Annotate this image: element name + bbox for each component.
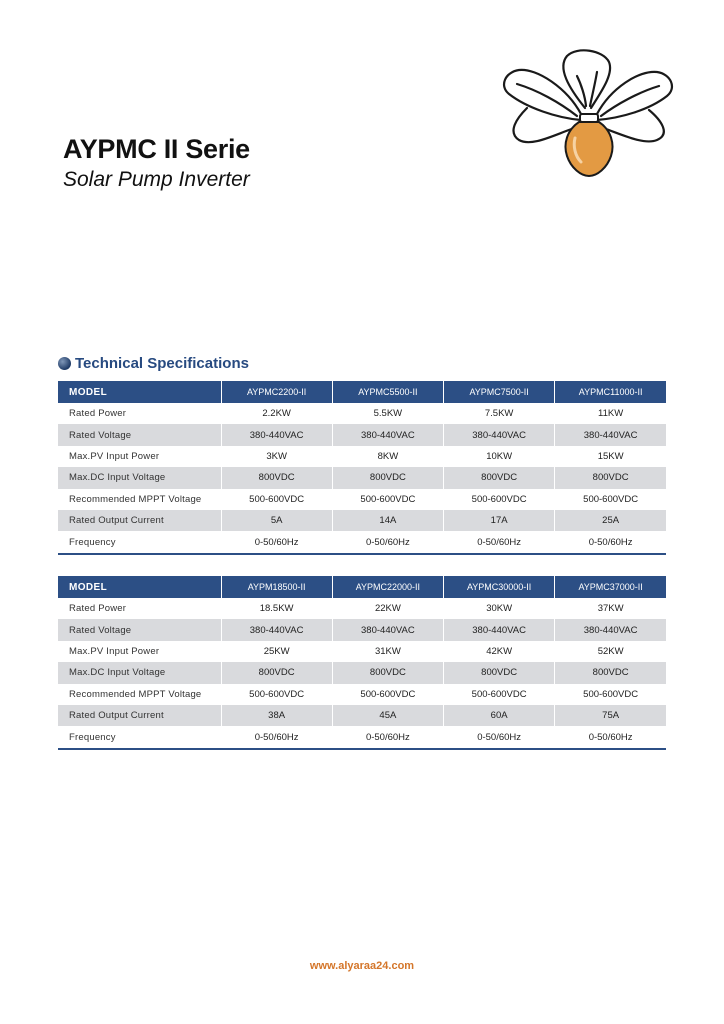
model-name: AYPMC37000-II [555,576,666,598]
row-label: Max.DC Input Voltage [58,662,221,683]
table-cell: 10KW [444,446,555,467]
model-name: AYPM18500-II [221,576,332,598]
table-cell: 500-600VDC [221,684,332,705]
table-cell: 45A [332,705,443,726]
table-row [58,726,666,748]
table-cell: 500-600VDC [221,489,332,510]
globe-bullet-icon [58,357,71,370]
table-cell: 800VDC [332,467,443,488]
row-label: Max.DC Input Voltage [58,467,221,488]
table-cell: 380-440VAC [444,424,555,445]
table-cell: 5A [221,510,332,531]
table-cell: 7.5KW [444,403,555,424]
row-label: Recommended MPPT Voltage [69,493,202,505]
table-cell: 3KW [221,446,332,467]
spec-table-1 [58,381,666,555]
table-header-row [58,381,666,403]
model-header-label: MODEL [58,576,221,598]
table-cell: 17A [444,510,555,531]
table-row [58,467,666,488]
row-label: Rated Output Current [58,510,221,531]
table-cell: 30KW [444,598,555,619]
table-row [58,619,666,640]
table-cell: 0-50/60Hz [555,531,666,553]
table-cell: 0-50/60Hz [444,726,555,748]
model-name: AYPMC5500-II [332,381,443,403]
table-cell: 22KW [332,598,443,619]
table-cell: 25KW [221,641,332,662]
table-cell: 0-50/60Hz [332,726,443,748]
table-cell: 800VDC [221,662,332,683]
row-label: Frequency [58,531,221,553]
table-row [58,598,666,619]
table-cell: 380-440VAC [555,619,666,640]
table-cell: 14A [332,510,443,531]
table-cell: 500-600VDC [332,684,443,705]
row-label: Rated Power [69,408,127,420]
table-row [58,641,666,662]
table-cell: 800VDC [332,662,443,683]
row-label: Recommended MPPT Voltage [69,688,202,700]
table-cell: 380-440VAC [221,424,332,445]
model-header-label: MODEL [58,381,221,403]
table-row [58,531,666,553]
table-cell: 25A [555,510,666,531]
row-label: Rated Voltage [58,619,221,640]
table-cell: 500-600VDC [555,489,666,510]
spec-table-2 [58,576,666,750]
table-row [58,662,666,683]
table-row [58,705,666,726]
table-cell: 500-600VDC [332,489,443,510]
model-name: AYPMC2200-II [221,381,332,403]
table-cell: 500-600VDC [555,684,666,705]
table-row [58,403,666,424]
table-cell: 380-440VAC [332,424,443,445]
model-name: AYPMC7500-II [444,381,555,403]
section-heading [58,355,249,372]
table-row [58,446,666,467]
table-cell: 75A [555,705,666,726]
table-cell: 0-50/60Hz [332,531,443,553]
row-label: Rated Output Current [58,705,221,726]
table-cell: 800VDC [555,662,666,683]
row-label: Max.PV Input Power [69,645,160,657]
table-cell: 0-50/60Hz [555,726,666,748]
table-cell: 0-50/60Hz [221,531,332,553]
table-cell: 0-50/60Hz [221,726,332,748]
table-row [58,684,666,705]
page-subtitle: Solar Pump Inverter [63,168,250,191]
row-label: Max.PV Input Power [69,450,160,462]
table-row [58,424,666,445]
table-cell: 800VDC [555,467,666,488]
model-name: AYPMC11000-II [555,381,666,403]
table-cell: 2.2KW [221,403,332,424]
table-cell: 500-600VDC [444,489,555,510]
table-cell: 11KW [555,403,666,424]
table-cell: 0-50/60Hz [444,531,555,553]
table-cell: 18.5KW [221,598,332,619]
table-cell: 380-440VAC [332,619,443,640]
table-cell: 37KW [555,598,666,619]
table-cell: 800VDC [444,662,555,683]
table-cell: 15KW [555,446,666,467]
table-cell: 38A [221,705,332,726]
table-cell: 500-600VDC [444,684,555,705]
table-cell: 800VDC [221,467,332,488]
row-label: Rated Voltage [58,424,221,445]
table-cell: 380-440VAC [221,619,332,640]
table-row [58,510,666,531]
table-cell: 5.5KW [332,403,443,424]
table-cell: 42KW [444,641,555,662]
page-title: AYPMC II Serie [63,134,250,164]
row-label: Frequency [58,726,221,748]
table-cell: 60A [444,705,555,726]
table-cell: 380-440VAC [444,619,555,640]
model-name: AYPMC22000-II [332,576,443,598]
website-link[interactable]: www.alyaraa24.com [309,960,415,972]
section-title: Technical Specifications [75,355,249,372]
table-cell: 800VDC [444,467,555,488]
table-header-row [58,576,666,598]
row-label: Rated Power [69,603,127,615]
table-cell: 52KW [555,641,666,662]
model-name: AYPMC30000-II [444,576,555,598]
table-cell: 31KW [332,641,443,662]
table-row [58,489,666,510]
fan-lightbulb-logo-icon [497,48,679,182]
table-cell: 8KW [332,446,443,467]
table-cell: 380-440VAC [555,424,666,445]
